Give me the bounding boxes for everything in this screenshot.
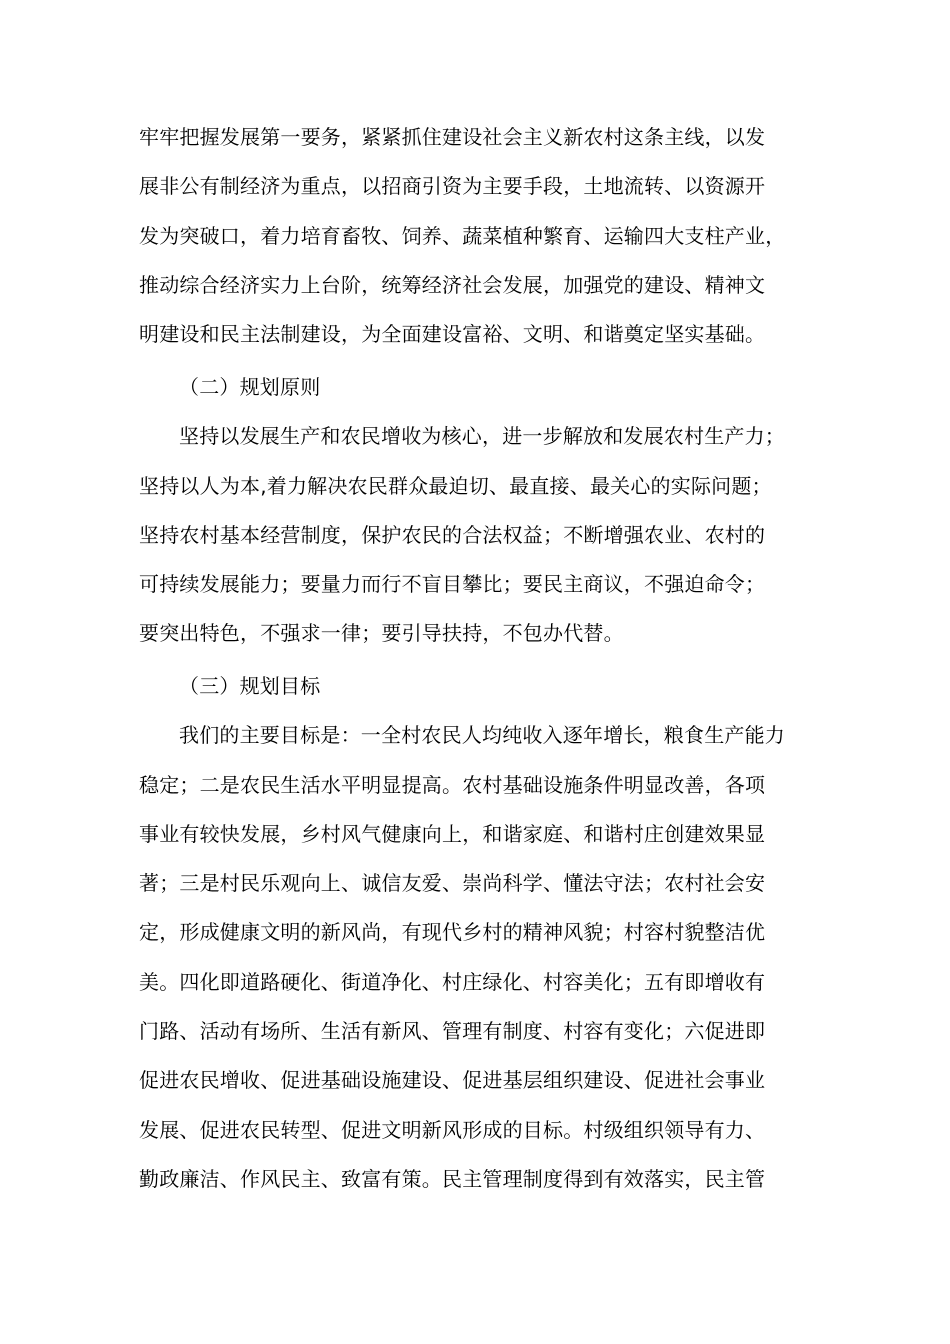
paragraph-line: 可持续发展能力；要量力而行不盲目攀比；要民主商议，不强迫命令； bbox=[139, 572, 766, 597]
section-heading: （二）规划原则 bbox=[179, 375, 321, 399]
paragraph-line: 展非公有制经济为重点，以招商引资为主要手段，土地流转、以资源开 bbox=[139, 174, 766, 199]
paragraph-line: 著；三是村民乐观向上、诚信友爱、崇尚科学、懂法守法；农村社会安 bbox=[139, 871, 766, 896]
paragraph-line: 促进农民增收、促进基础设施建设、促进基层组织建设、促进社会事业 bbox=[139, 1068, 766, 1093]
paragraph-line: 稳定；二是农民生活水平明显提高。农村基础设施条件明显改善，各项 bbox=[139, 772, 766, 797]
planning-goals-section bbox=[139, 662, 824, 1204]
paragraph-line: 要突出特色，不强求一律；要引导扶持，不包办代替。 bbox=[139, 621, 624, 646]
paragraph-line: 门路、活动有场所、生活有新风、管理有制度、村容有变化；六促进即 bbox=[139, 1019, 766, 1044]
paragraph-line: 发为突破口，着力培育畜牧、饲养、蔬菜植种繁育、运输四大支柱产业， bbox=[139, 223, 786, 248]
paragraph-line: 推动综合经济实力上台阶，统筹经济社会发展，加强党的建设、精神文 bbox=[139, 272, 766, 297]
paragraph-line: 坚持农村基本经营制度，保护农民的合法权益；不断增强农业、农村的 bbox=[139, 522, 766, 547]
paragraph-line: 美。四化即道路硬化、街道净化、村庄绿化、村容美化；五有即增收有 bbox=[139, 969, 766, 994]
paragraph-line: 坚持以人为本,着力解决农民群众最迫切、最直接、最关心的实际问题； bbox=[139, 473, 772, 498]
paragraph-line: 发展、促进农民转型、促进文明新风形成的目标。村级组织领导有力、 bbox=[139, 1117, 766, 1142]
paragraph-line: 明建设和民主法制建设，为全面建设富裕、文明、和谐奠定坚实基础。 bbox=[139, 322, 766, 347]
planning-principles-section bbox=[139, 363, 824, 659]
paragraph-line: 事业有较快发展，乡村风气健康向上，和谐家庭、和谐村庄创建效果显 bbox=[139, 821, 766, 846]
section-heading: （三）规划目标 bbox=[179, 674, 321, 698]
paragraph-line: 勤政廉洁、作风民主、致富有策。民主管理制度得到有效落实，民主管 bbox=[139, 1166, 766, 1191]
paragraph-line: 我们的主要目标是：一全村农民人均纯收入逐年增长，粮食生产能力 bbox=[179, 723, 785, 748]
intro-paragraph bbox=[139, 113, 824, 359]
paragraph-line: 坚持以发展生产和农民增收为核心，进一步解放和发展农村生产力； bbox=[179, 424, 785, 449]
paragraph-line: 牢牢把握发展第一要务，紧紧抓住建设社会主义新农村这条主线，以发 bbox=[139, 125, 766, 149]
paragraph-line: 定，形成健康文明的新风尚，有现代乡村的精神风貌；村容村貌整洁优 bbox=[139, 920, 766, 945]
